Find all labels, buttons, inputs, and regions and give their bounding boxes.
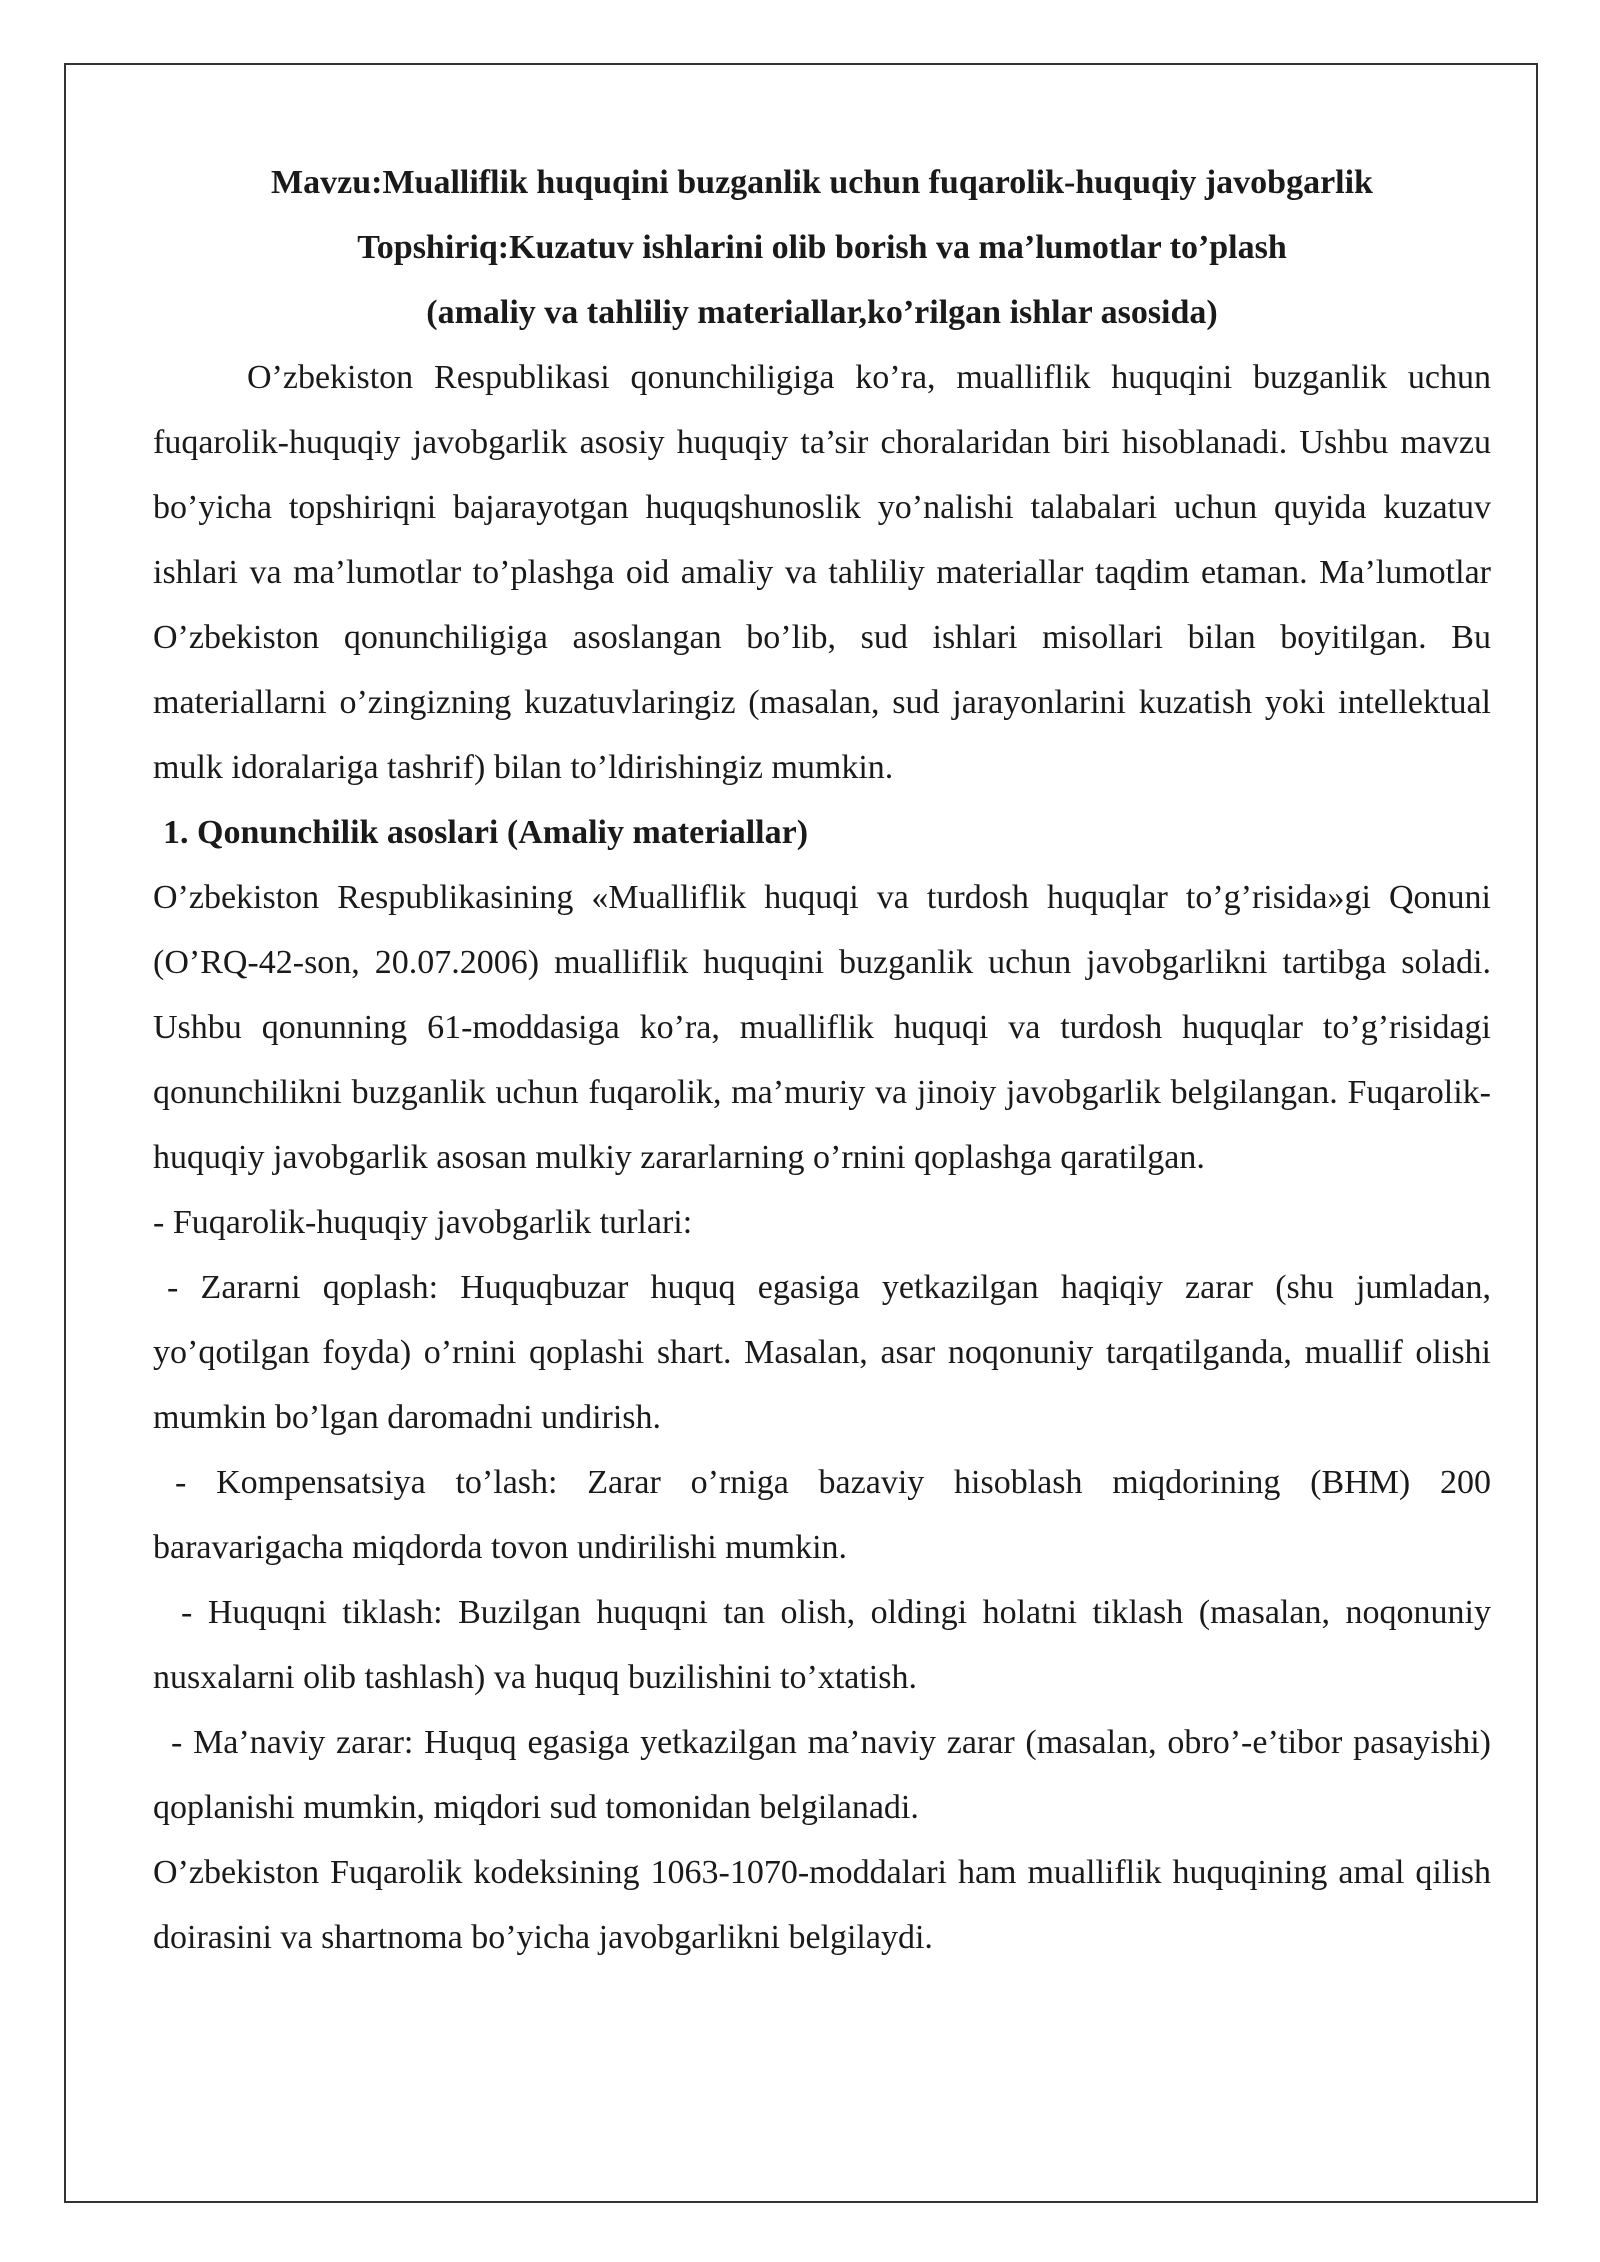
list-item-kompensatsiya [153, 1450, 1491, 1580]
list-intro: - Fuqarolik-huquqiy javobgarlik turlari: [153, 1204, 693, 1241]
closing-paragraph: O’zbekiston Fuqarolik kodeksining 1063-1070-moddalari ham mualliflik huquqining amal qilish doirasini va shartnoma bo’yicha javobgarlikni belgilaydi. [153, 1854, 1491, 1956]
list-item-text: - Zararni qoplash: Huquqbuzar huquq egasiga yetkazilgan haqiqiy zarar (shu jumladan, yo’qotilgan foyda) o’rnini qoplashi shart. Masalan, asar noqonuniy tarqatilganda, muallif olishi mumkin bo’lgan daromadni undirish. [153, 1269, 1491, 1436]
list-item-manaviy-zarar [153, 1710, 1491, 1840]
intro-paragraph: O’zbekiston Respublikasi qonunchiligiga ko’ra, mualliflik huquqini buzganlik uchun fuqarolik-huquqiy javobgarlik asosiy huquqiy ta’sir choralaridan biri hisoblanadi. Ushbu mavzu bo’yicha topshiriqni bajarayotgan huquqshunoslik yo’nalishi talabalari uchun quyida kuzatuv ishlari va ma’lumotlar to’plashga oid amaliy va tahliliy materiallar taqdim etaman. Ma’lumotlar O’zbekiston qonunchiligiga asoslangan bo’lib, sud ishlari misollari bilan boyitilgan. Bu materiallarni o’zingizning kuzatuvlaringiz (masalan, sud jarayonlarini kuzatish yoki intellektual mulk idoralariga tashrif) bilan to’ldirishingiz mumkin. [153, 359, 1491, 786]
list-item-text: - Kompensatsiya to’lash: Zarar o’rniga bazaviy hisoblash miqdorining (BHM) 200 baravarigacha miqdorda tovon undirilishi mumkin. [153, 1464, 1491, 1566]
list-item-text: - Huquqni tiklash: Buzilgan huquqni tan olish, oldingi holatni tiklash (masalan, noqonuniy nusxalarni olib tashlash) va huquq buzilishini to’xtatish. [153, 1594, 1491, 1696]
document-task: Topshiriq:Kuzatuv ishlarini olib borish va ma’lumotlar to’plash [357, 229, 1287, 266]
list-item-text: - Ma’naviy zarar: Huquq egasiga yetkazilgan ma’naviy zarar (masalan, obro’-e’tibor pasayishi) qoplanishi mumkin, miqdori sud tomonidan belgilanadi. [153, 1724, 1491, 1826]
list-item-zararni-qoplash [153, 1255, 1491, 1450]
list-item-huquqni-tiklash [153, 1580, 1491, 1710]
section-1-title: 1. Qonunchilik asoslari (Amaliy materiallar) [163, 814, 809, 851]
document-subtitle: (amaliy va tahliliy materiallar,ko’rilgan ishlar asosida) [426, 294, 1218, 331]
document-body [153, 150, 1491, 1970]
section-1-paragraph: O’zbekiston Respublikasining «Mualliflik huquqi va turdosh huquqlar to’g’risida»gi Qonuni (O’RQ-42-son, 20.07.2006) mualliflik huquqini buzganlik uchun javobgarlikni tartibga soladi. Ushbu qonunning 61-moddasiga ko’ra, mualliflik huquqi va turdosh huquqlar to’g’risidagi qonunchilikni buzganlik uchun fuqarolik, ma’muriy va jinoiy javobgarlik belgilangan. Fuqarolik-huquqiy javobgarlik asosan mulkiy zararlarning o’rnini qoplashga qaratilgan. [153, 879, 1491, 1176]
document-topic: Mavzu:Mualliflik huquqini buzganlik uchun fuqarolik-huquqiy javobgarlik [271, 164, 1373, 201]
